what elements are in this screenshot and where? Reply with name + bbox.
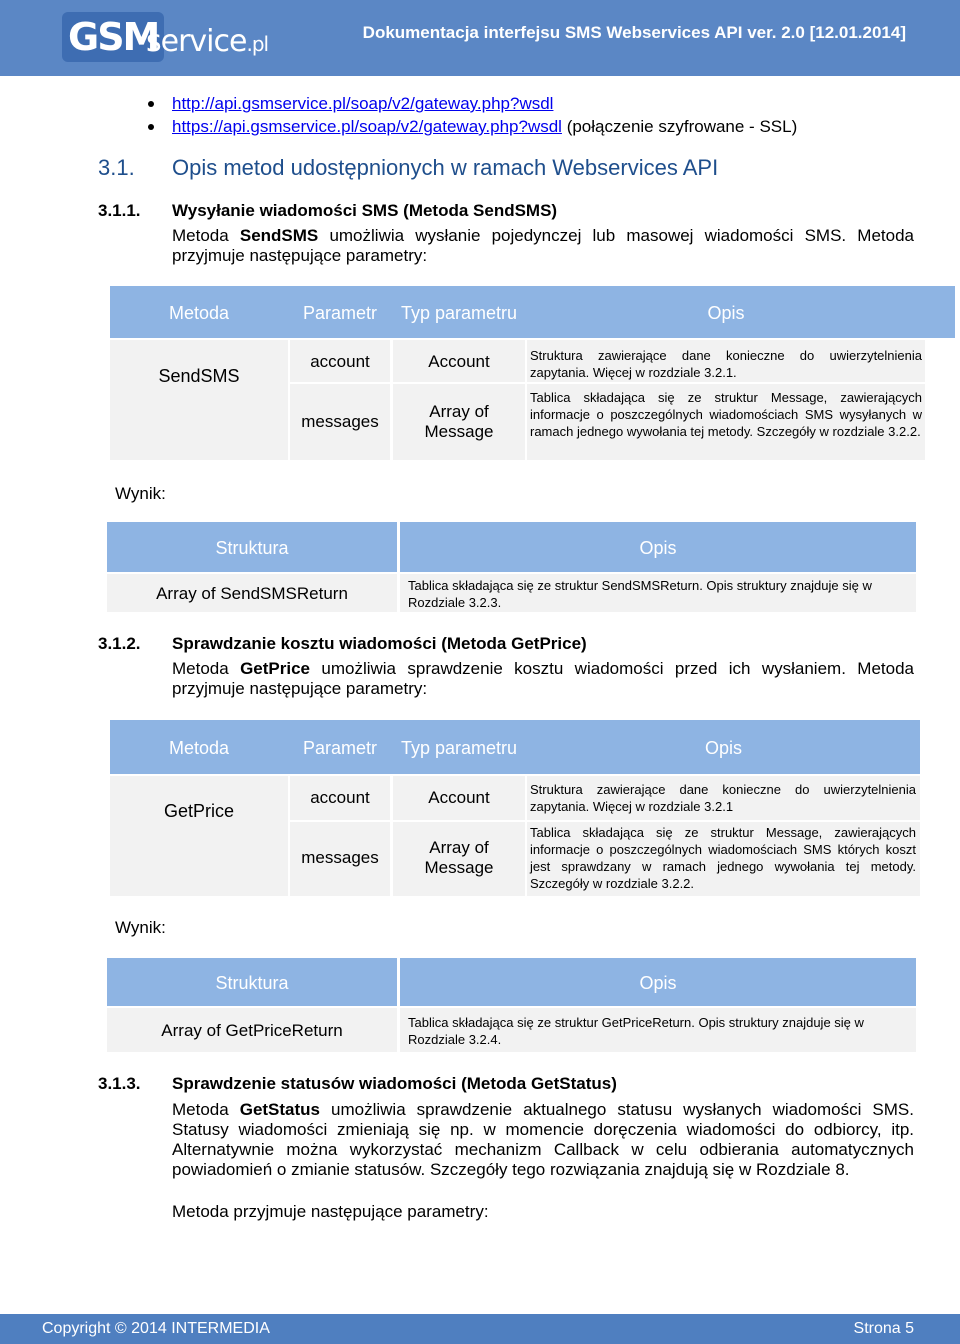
method-name: SendSMS [239,226,319,245]
bullet-marker [148,124,154,130]
subsection-description [172,1100,914,1180]
desc-text: Metoda [172,226,240,245]
result-label: Wynik: [115,918,166,937]
page-header [0,0,960,76]
section-number: 3.1. [98,155,135,180]
param-description: Tablica składająca się ze struktur Message, zawierających informacje o poszczególnych wiadomościach SMS wysyłanych w ramach jednego wywołania tej metody. Szczegóły w rozdziale 3.2.2. [530,390,922,439]
method-cell [110,340,288,460]
method-name: GetStatus [239,1100,321,1119]
link-item-http [172,94,553,114]
param-type: Account [428,788,490,807]
result-structure: Array of GetPriceReturn [161,1021,343,1040]
gsmservice-logo [62,12,269,68]
subsection-number: 3.1.3. [98,1074,141,1093]
result-description: Tablica składająca się ze struktur GetPriceReturn. Opis struktury znajduje się w Rozdziale 3.2.4. [408,1015,864,1047]
column-header-structure: Struktura [215,538,289,558]
desc-text: umożliwia sprawdzenie aktualnego statusu wysłanych wiadomości SMS. Statusy wiadomości zmieniają się np. w momencie doręczenia wiadomości do odbiorcy, itp. Alternatywnie można wykorzystać mechanizm Callback w celu odbierania automatycznych powiadomień o zmianie statusów. Szczegóły tego rozwiązania znajdują się w Rozdziale 8. [172,1100,914,1179]
page-footer [0,1314,960,1344]
page-number: Strona 5 [853,1320,914,1337]
logo-gsm-text: GSM [62,12,164,62]
subsection-title: Sprawdzanie kosztu wiadomości (Metoda GetPrice) [172,634,587,653]
subsection-number: 3.1.2. [98,634,141,653]
method-name: GetPrice [163,801,235,821]
desc-text: umożliwia sprawdzenie kosztu wiadomości przed ich wysłaniem. Metoda przyjmuje następujące parametry: [172,659,914,698]
column-header-type: Typ parametru [400,303,518,323]
param-name: messages [301,412,379,431]
document-title: Dokumentacja interfejsu SMS Webservices API ver. 2.0 [12.01.2014] [362,23,906,42]
ssl-note: (połączenie szyfrowane - SSL) [566,117,798,136]
desc-text: umożliwia wysłanie pojedynczej lub masowej wiadomości SMS. Metoda przyjmuje następujące parametry: [172,226,914,265]
wsdl-https-link[interactable]: https://api.gsmservice.pl/soap/v2/gateway.php?wsdl [172,117,562,136]
method-name: GetPrice [240,659,311,678]
column-header-param: Parametr [302,738,378,758]
subsection-description [172,659,914,699]
param-name: messages [301,848,379,867]
logo-pl-suffix: .pl [246,32,269,56]
param-type: Array of Message [424,402,494,441]
param-name: account [310,788,370,807]
param-name: account [310,352,370,371]
subsection-description [172,226,914,266]
param-description: Struktura zawierające dane konieczne do uwierzytelnienia zapytania. Więcej w rozdziale 3.2.1. [530,348,922,380]
param-description: Tablica składająca się ze struktur Message, zawierających informacje o poszczególnych wiadomościach SMS których koszt jest sprawdzany w ramach jednego wywołania tej metody. Szczegóły w rozdziale 3.2.2. [530,825,916,891]
column-header-desc: Opis [704,738,742,758]
param-type: Array of Message [424,838,494,877]
desc-text: Metoda [172,1100,240,1119]
method-name: SendSMS [158,366,240,386]
subsection-number: 3.1.1. [98,201,141,220]
subsection-title: Sprawdzenie statusów wiadomości (Metoda GetStatus) [172,1074,617,1093]
column-header-method: Metoda [168,738,230,758]
copyright-text: Copyright © 2014 INTERMEDIA [42,1320,270,1337]
column-header-desc: Opis [707,303,745,323]
column-header-structure: Struktura [215,973,289,993]
column-header-param: Parametr [302,303,378,323]
column-header-desc: Opis [639,538,677,558]
column-header-type: Typ parametru [400,738,518,758]
section-title: Opis metod udostępnionych w ramach Webservices API [172,155,719,180]
column-header-method: Metoda [168,303,230,323]
result-description: Tablica składająca się ze struktur SendSMSReturn. Opis struktury znajduje się w Rozdziale 3.2.3. [408,578,872,610]
wsdl-http-link[interactable]: http://api.gsmservice.pl/soap/v2/gateway.php?wsdl [172,94,554,113]
bullet-marker [148,101,154,107]
desc-text: Metoda [172,659,241,678]
logo-service-text [146,22,268,64]
method-cell [110,776,288,896]
logo-service-word: service [146,24,247,59]
params-intro: Metoda przyjmuje następujące parametry: [172,1202,489,1221]
param-type: Account [428,352,490,371]
param-description: Struktura zawierające dane konieczne do uwierzytelnienia zapytania. Więcej w rozdziale 3.2.1 [530,782,916,814]
result-structure: Array of SendSMSReturn [156,584,348,603]
result-label: Wynik: [115,484,166,503]
subsection-title: Wysyłanie wiadomości SMS (Metoda SendSMS) [172,201,558,220]
column-header-desc: Opis [639,973,677,993]
link-item-https [172,117,797,137]
